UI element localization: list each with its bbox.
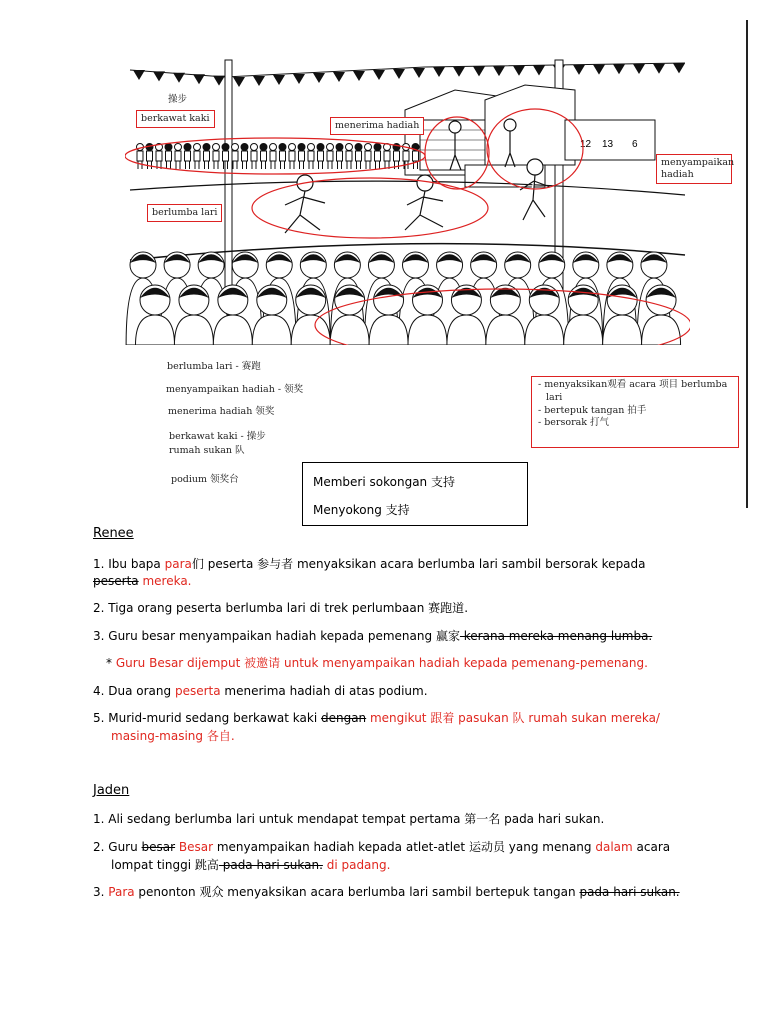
renee-sentence-5-cont — [111, 727, 235, 745]
glossary-sports-house: rumah sukan 队 — [169, 445, 245, 456]
marching-student — [279, 144, 286, 170]
bunting-flag — [313, 73, 325, 83]
correction: mengikut — [366, 711, 431, 725]
correction: Guru Besar dijemput — [115, 656, 245, 670]
glossary-podium: podium 领奖台 — [171, 474, 239, 485]
jaden-sentence-1 — [93, 810, 604, 828]
text: menyaksikan acara berlumba lari sambil bersorak kepada — [293, 557, 646, 571]
text: peserta — [203, 557, 258, 571]
text: * — [106, 656, 116, 670]
vocab-watch-cont: lari — [546, 391, 563, 403]
deleted-text: kerana mereka menang lumba. — [459, 629, 653, 643]
bunting-flag — [633, 64, 645, 74]
chinese-gloss: 被邀请 — [244, 656, 281, 670]
text: 2. Guru — [93, 840, 142, 854]
correction: peserta — [174, 684, 221, 698]
renee-sentence-5 — [93, 709, 660, 727]
label-receive-prize: menerima hadiah — [330, 117, 424, 135]
renee-sentence-4 — [93, 682, 428, 700]
bunting-flag — [133, 70, 145, 80]
bunting-flag — [293, 74, 305, 84]
podium-number-2: 13 — [602, 139, 614, 150]
bunting-flag — [273, 75, 285, 85]
chinese-gloss: 跟着 — [430, 711, 455, 725]
bunting-flag — [653, 64, 665, 74]
bunting-flag — [333, 72, 345, 82]
chinese-gloss: 运动员 — [468, 840, 505, 854]
deleted-text: dengan — [320, 711, 367, 725]
section-title-jaden: Jaden — [93, 783, 130, 798]
marching-student — [336, 144, 343, 170]
bunting-flag — [233, 77, 245, 87]
chinese-gloss: 跳高 — [194, 858, 219, 872]
glossary-receive: menerima hadiah 领奖 — [168, 406, 275, 417]
correction: pasukan — [454, 711, 513, 725]
bunting-flag — [353, 71, 365, 81]
chinese-gloss: 队 — [512, 711, 525, 725]
podium-number-1: 12 — [580, 139, 592, 150]
deleted-text: pada hari sukan. — [218, 858, 323, 872]
vocab-cheer: - bersorak 打气 — [538, 417, 610, 429]
chinese-gloss: 第一名 — [464, 812, 501, 826]
deleted-text: besar — [141, 840, 176, 854]
text: menerima hadiah di atas podium. — [220, 684, 428, 698]
chinese-gloss: 观众 — [199, 885, 224, 899]
correction: masing-masing — [111, 729, 207, 743]
bunting-flag — [393, 69, 405, 79]
text: pada hari sukan. — [500, 812, 605, 826]
text: penonton — [134, 885, 200, 899]
support-line-1: Memberi sokongan 支持 — [313, 475, 455, 489]
text: 2. Tiga orang peserta berlumba lari di trek perlumbaan — [93, 601, 429, 615]
marching-student — [308, 144, 315, 170]
deleted-text: peserta — [93, 574, 139, 588]
label-marching: berkawat kaki — [136, 110, 215, 128]
bunting-flag — [473, 66, 485, 76]
marching-student — [260, 144, 267, 170]
bunting-flag — [373, 70, 385, 80]
sports-day-illustration — [125, 55, 735, 345]
marching-student — [289, 144, 296, 170]
marching-student — [365, 144, 372, 170]
glossary-race: berlumba lari - 赛跑 — [167, 361, 261, 372]
correction: . — [230, 729, 235, 743]
correction: mereka. — [138, 574, 192, 588]
vocab-clap: - bertepuk tangan 拍手 — [538, 404, 647, 416]
marching-student — [374, 144, 381, 170]
text: yang menang — [504, 840, 596, 854]
chinese-gloss: 们 — [191, 557, 204, 571]
text: 3. Guru besar menyampaikan hadiah kepada pemenang — [93, 629, 436, 643]
sports-day-drawing — [125, 55, 690, 345]
marching-student — [156, 144, 163, 170]
marching-student — [317, 144, 324, 170]
renee-sentence-1-cont — [93, 572, 192, 590]
section-title-renee: Renee — [93, 526, 134, 541]
bunting-flag — [173, 73, 185, 83]
vocab-box — [531, 376, 739, 448]
correction: dalam — [595, 840, 633, 854]
marching-student — [232, 144, 239, 170]
glossary-present: menyampaikan hadiah - 领奖 — [166, 384, 304, 395]
text: lompat tinggi — [111, 858, 195, 872]
podium-number-3: 6 — [632, 139, 638, 150]
renee-sentence-3-note — [106, 654, 648, 672]
bunting-flag — [493, 66, 505, 76]
chinese-gloss: 参与者 — [257, 557, 294, 571]
bunting-flag — [193, 74, 205, 84]
deleted-text: pada hari sukan. — [579, 885, 680, 899]
bunting-flag — [673, 63, 685, 73]
label-race: berlumba lari — [147, 204, 222, 222]
marching-student — [298, 144, 305, 170]
label-marching-cn: 操步 — [168, 94, 188, 105]
marching-student — [241, 144, 248, 170]
correction: Para — [108, 885, 135, 899]
bunting-flag — [213, 76, 225, 86]
text: . — [464, 601, 469, 615]
label-present-prize: menyampaikan hadiah — [656, 154, 732, 184]
renee-sentence-2 — [93, 599, 468, 617]
bunting-flag — [253, 76, 265, 86]
renee-sentence-1 — [93, 555, 646, 573]
support-box — [302, 462, 528, 526]
marching-student — [251, 144, 258, 170]
text: menyampaikan hadiah kepada atlet-atlet — [213, 840, 469, 854]
bunting-flag — [573, 65, 585, 75]
correction: untuk menyampaikan hadiah kepada pemenang-pemenang. — [280, 656, 648, 670]
bunting-flag — [613, 64, 625, 74]
bunting-flag — [453, 67, 465, 77]
bunting-flag — [593, 65, 605, 75]
glossary-march: berkawat kaki - 操步 — [169, 431, 266, 442]
jaden-sentence-3 — [93, 883, 680, 901]
text: 1. Ali sedang berlumba lari untuk mendapat tempat pertama — [93, 812, 465, 826]
correction: Besar — [175, 840, 214, 854]
marching-student — [175, 144, 182, 170]
text: 3. — [93, 885, 109, 899]
text: 1. Ibu bapa — [93, 557, 165, 571]
renee-sentence-3 — [93, 627, 652, 645]
correction: para — [164, 557, 192, 571]
marching-student — [165, 144, 172, 170]
marching-student — [270, 144, 277, 170]
bunting-flag — [433, 67, 445, 77]
bunting-flag — [533, 66, 545, 76]
marching-student — [213, 144, 220, 170]
marching-student — [393, 144, 400, 170]
text: acara — [632, 840, 671, 854]
marching-student — [203, 144, 210, 170]
bunting-flag — [413, 68, 425, 78]
text: 4. Dua orang — [93, 684, 175, 698]
marching-student — [184, 144, 191, 170]
jaden-sentence-2 — [93, 838, 670, 856]
margin-line — [746, 20, 748, 508]
bunting-flag — [513, 66, 525, 76]
marching-student — [327, 144, 334, 170]
chinese-gloss: 赛跑道 — [428, 601, 465, 615]
marching-student — [355, 144, 362, 170]
marching-student — [194, 144, 201, 170]
support-line-2: Menyokong 支持 — [313, 503, 410, 517]
text: menyaksikan acara berlumba lari sambil bertepuk tangan — [223, 885, 580, 899]
text: 5. Murid-murid sedang berkawat kaki — [93, 711, 321, 725]
correction: rumah sukan mereka/ — [524, 711, 660, 725]
jaden-sentence-2-cont — [111, 856, 390, 874]
vocab-watch: - menyaksikan观看 acara 项目 berlumba — [538, 379, 728, 390]
marching-student — [346, 144, 353, 170]
chinese-gloss: 赢家 — [435, 629, 460, 643]
bunting-flag — [153, 71, 165, 81]
marching-student — [384, 144, 391, 170]
correction: di padang. — [322, 858, 391, 872]
chinese-gloss: 各自 — [206, 729, 231, 743]
